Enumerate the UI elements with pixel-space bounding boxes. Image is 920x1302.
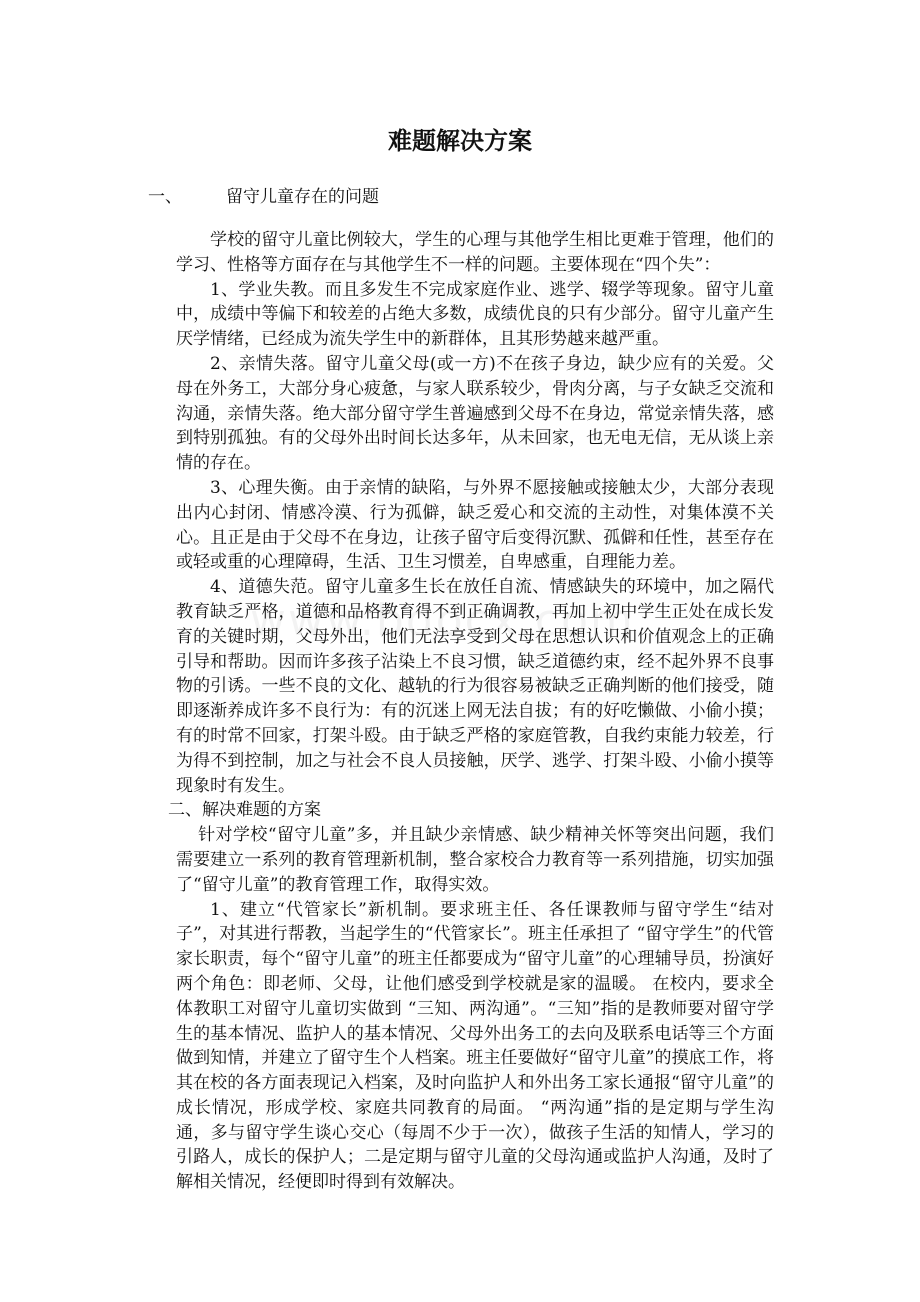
section1-number: 一、 xyxy=(148,187,182,207)
section1-intro: 学校的留守儿童比例较大，学生的心理与其他学生相比更难于管理，他们的学习、性格等方面存在与其他学生不一样的问题。主要体现在“四个失”： xyxy=(176,230,774,275)
section1-heading-text: 留守儿童存在的问题 xyxy=(226,187,379,207)
section1-heading xyxy=(148,182,379,207)
section1-item-2: 2、亲情失落。留守儿童父母(或一方)不在孩子身边，缺少应有的关爱。父母在外务工，大部分身心疲惫，与家人联系较少，骨肉分离，与子女缺乏交流和沟通，亲情失落。绝大部分留守学生普遍感到父母不在身边，常觉亲情失落，感到特别孤独。有的父母外出时间长达多年，从未回家，也无电无信，无从谈上亲情的存在。 xyxy=(176,353,774,474)
section1-item-3: 3、心理失衡。由于亲情的缺陷，与外界不愿接触或接触太少，大部分表现出内心封闭、情感冷漠、行为孤僻，缺乏爱心和交流的主动性，对集体漠不关心。且正是由于父母不在身边，让孩子留守后变得沉默、孤僻和任性，甚至存在或轻或重的心理障碍，生活、卫生习惯差，自卑感重，自理能力差。 xyxy=(176,477,774,573)
section1-item-4: 4、道德失范。留守儿童多生长在放任自流、情感缺失的环境中，加之隔代教育缺乏严格，道德和品格教育得不到正确调教，再加上初中学生正处在成长发育的关键时期，父母外出，他们无法享受到父母在思想认识和价值观念上的正确引导和帮助。因而许多孩子沾染上不良习惯，缺乏道德约束，经不起外界不良事物的引诱。一些不良的文化、越轨的行为很容易被缺乏正确判断的他们接受，随即逐渐养成许多不良行为：有的沉迷上网无法自拔；有的好吃懒做、小偷小摸；有的时常不回家，打架斗殴。由于缺乏严格的家庭管教，自我约束能力较差，行为得不到控制，加之与社会不良人员接触，厌学、逃学、打架斗殴、小偷小摸等现象时有发生。 xyxy=(176,577,774,796)
document-body xyxy=(168,228,774,1195)
section2-heading: 二、解决难题的方案 xyxy=(168,800,321,821)
section2-intro: 针对学校“留守儿童”多，并且缺少亲情感、缺少精神关怀等突出问题，我们需要建立一系列的教育管理新机制，整合家校合力教育等一系列措施，切实加强了“留守儿童”的教育管理工作，取得实效。 xyxy=(176,825,774,895)
section1-item-1: 1、学业失教。而且多发生不完成家庭作业、逃学、辍学等现象。留守儿童中，成绩中等偏下和较差的占绝大多数，成绩优良的只有少部分。留守儿童产生厌学情绪，已经成为流失学生中的新群体，且其形势越来越严重。 xyxy=(176,279,774,350)
page-title: 难题解决方案 xyxy=(388,127,532,155)
section2-item-1: 1、建立“代管家长”新机制。要求班主任、各任课教师与留守学生“结对子”，对其进行帮教，当起学生的“代管家长”。班主任承担了 “留守学生”的代管家长职责，每个“留守儿童”的班主任都要成为“留守儿童”的心理辅导员，扮演好两个角色：即老师、父母，让他们感受到学校就是家的温暖。 在校内，要求全体教职工对留守儿童切实做到 “三知、两沟通”。“三知”指的是教师要对留守学生的基本情况、监护人的基本情况、父母外出务工的去向及联系电话等三个方面做到知情，并建立了留守生个人档案。班主任要做好“留守儿童”的摸底工作，将其在校的各方面表现记入档案，及时向监护人和外出务工家长通报“留守儿童”的成长情况，形成学校、家庭共同教育的局面。 “两沟通”指的是定期与学生沟通，多与留守学生谈心交心（每周不少于一次），做孩子生活的知情人，学习的引路人，成长的保护人；二是定期与留守儿童的父母沟通或监护人沟通，及时了解相关情况，经便即时得到有效解决。 xyxy=(176,899,774,1193)
